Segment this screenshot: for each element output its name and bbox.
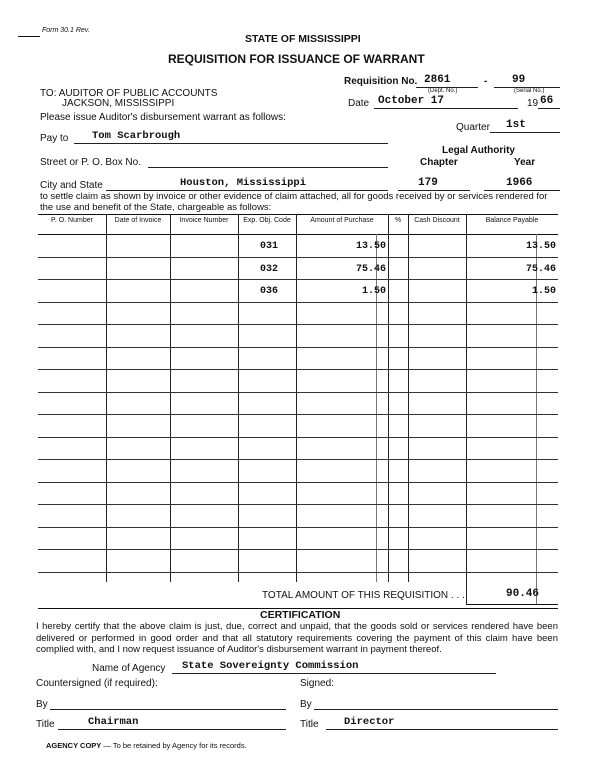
year-prefix: 19	[527, 98, 539, 109]
row-balance: 13.50	[525, 241, 556, 252]
title-value-left: Chairman	[88, 716, 139, 728]
street-label: Street or P. O. Box No.	[40, 157, 141, 168]
requisition-dash: -	[484, 76, 488, 87]
year-suffix: 66	[540, 95, 554, 107]
row-balance: 75.46	[525, 264, 556, 275]
quarter-value: 1st	[506, 119, 526, 131]
table-column-rule	[170, 214, 171, 582]
table-row-rule	[38, 482, 558, 483]
row-balance: 1.50	[531, 286, 556, 297]
table-row-rule	[38, 257, 558, 258]
table-header-rule	[38, 234, 558, 235]
column-header: Amount of Purchase	[310, 217, 374, 224]
row-exp-code: 032	[260, 264, 279, 275]
date-value: October 17	[378, 95, 445, 107]
pay-to-line	[74, 143, 388, 144]
footer-note	[46, 741, 247, 750]
pay-to-label: Pay to	[40, 133, 69, 144]
column-header: Date of Invoice	[114, 217, 162, 224]
by-label-right: By	[300, 699, 312, 710]
agency-label: Name of Agency	[92, 663, 166, 674]
agency-value: State Sovereignty Commission	[182, 660, 359, 672]
table-column-rule	[296, 214, 297, 582]
form-number: Form 30.1 Rev.	[42, 27, 90, 34]
legal-authority-heading: Legal Authority	[442, 145, 515, 156]
row-amount: 13.50	[355, 241, 386, 252]
total-box-bottom	[466, 604, 558, 605]
table-row-rule	[38, 302, 558, 303]
table-column-rule	[388, 214, 389, 582]
city-state-label: City and State	[40, 180, 103, 191]
table-column-rule	[466, 214, 467, 582]
state-heading: STATE OF MISSISSIPPI	[245, 33, 361, 45]
title-line-left	[58, 729, 286, 730]
row-amount: 75.46	[355, 264, 386, 275]
table-row-rule	[38, 459, 558, 460]
table-row-rule	[38, 527, 558, 528]
date-label: Date	[348, 98, 370, 109]
table-column-rule	[238, 214, 239, 582]
column-header: Balance Payable	[485, 217, 539, 224]
certification-text: I hereby certify that the above claim is just, due, correct and unpaid, that the goods sold or services rendered have been delivered or performed in good order and that all statutory requirements covering the payment of this claim have been complied with, and I now request issuance of Auditor's disbursement warrant in payment thereof.	[36, 621, 558, 655]
agency-line	[172, 673, 496, 674]
table-row-rule	[38, 504, 558, 505]
table-row-rule	[38, 392, 558, 393]
amount-cents-rule	[376, 234, 377, 582]
form-title: REQUISITION FOR ISSUANCE OF WARRANT	[168, 52, 425, 66]
dept-no-value: 2861	[424, 74, 451, 86]
table-row-rule	[38, 369, 558, 370]
serial-no-caption: (Serial No.)	[514, 88, 545, 94]
chapter-value: 179	[418, 177, 438, 189]
total-label: TOTAL AMOUNT OF THIS REQUISITION . . .	[262, 590, 465, 601]
table-row-rule	[38, 324, 558, 325]
table-row-rule	[38, 279, 558, 280]
table-column-rule	[106, 214, 107, 582]
quarter-line	[490, 132, 560, 133]
row-exp-code: 031	[260, 241, 279, 252]
total-value: 90.46	[506, 588, 540, 600]
title-value-right: Director	[344, 716, 395, 728]
column-header: Exp. Obj. Code	[243, 217, 291, 224]
table-top-rule	[38, 214, 558, 215]
total-box-left	[466, 582, 467, 604]
serial-no-value: 99	[512, 74, 526, 86]
column-header: %	[394, 217, 402, 224]
footer-bold: AGENCY COPY	[46, 741, 102, 750]
table-row-rule	[38, 572, 558, 573]
title-label-right: Title	[300, 719, 319, 730]
addressee-line-1: TO: AUDITOR OF PUBLIC ACCOUNTS	[40, 88, 218, 99]
certification-heading: CERTIFICATION	[260, 609, 341, 621]
settle-claim-text: to settle claim as shown by invoice or other evidence of claim attached, all for goods received by or services rendered for the use and benefit of the State, chargeable as follows:	[40, 191, 548, 213]
instruction-text: Please issue Auditor's disbursement warrant as follows:	[40, 112, 286, 123]
column-header: P. O. Number	[51, 217, 93, 224]
row-exp-code: 036	[260, 286, 279, 297]
date-line	[374, 108, 518, 109]
by-line-left	[50, 709, 286, 710]
year-line	[538, 108, 560, 109]
authority-year-value: 1966	[506, 177, 533, 189]
by-line-right	[314, 709, 558, 710]
footer-rest: — To be retained by Agency for its records.	[101, 741, 247, 750]
pay-to-value: Tom Scarbrough	[92, 130, 181, 142]
column-header: Cash Discount	[414, 217, 460, 224]
quarter-label: Quarter	[456, 122, 490, 133]
table-row-rule	[38, 414, 558, 415]
requisition-label: Requisition No.	[344, 76, 418, 87]
table-row-rule	[38, 549, 558, 550]
chapter-label: Chapter	[420, 157, 458, 168]
table-row-rule	[38, 347, 558, 348]
city-state-value: Houston, Mississippi	[180, 177, 307, 189]
year-label: Year	[514, 157, 536, 168]
corner-mark	[18, 36, 40, 37]
title-label-left: Title	[36, 719, 55, 730]
table-row-rule	[38, 437, 558, 438]
by-label-left: By	[36, 699, 48, 710]
signed-label: Signed:	[300, 678, 334, 689]
street-line	[148, 167, 388, 168]
balance-cents-rule	[536, 234, 537, 604]
column-header: Invoice Number	[179, 217, 229, 224]
table-column-rule	[408, 214, 409, 582]
addressee-line-2: JACKSON, MISSISSIPPI	[62, 98, 175, 109]
row-amount: 1.50	[361, 286, 386, 297]
countersigned-label: Countersigned (if required):	[36, 678, 158, 689]
dept-no-caption: (Dept. No.)	[428, 88, 458, 94]
title-line-right	[326, 729, 558, 730]
